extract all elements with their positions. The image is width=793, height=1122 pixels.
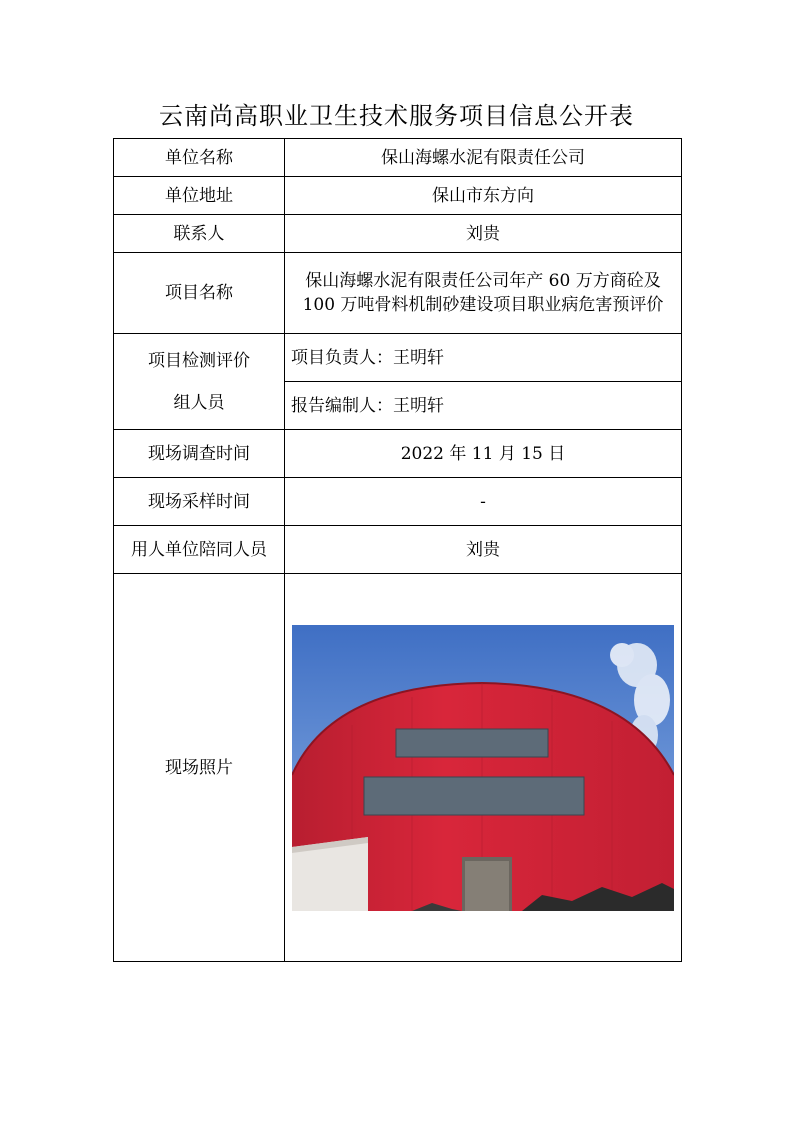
project-leader: 项目负责人：王明轩 xyxy=(285,334,682,382)
table-row xyxy=(114,334,682,382)
unit-name-value: 保山海螺水泥有限责任公司 xyxy=(285,139,682,177)
photo-cell xyxy=(285,574,682,962)
table-row xyxy=(114,574,682,962)
unit-address-label: 单位地址 xyxy=(114,177,285,215)
accompany-label: 用人单位陪同人员 xyxy=(114,526,285,574)
survey-time-value: 2022 年 11 月 15 日 xyxy=(285,430,682,478)
table-row xyxy=(114,177,682,215)
table-row xyxy=(114,526,682,574)
accompany-value: 刘贵 xyxy=(285,526,682,574)
team-label-line1: 项目检测评价 xyxy=(148,350,250,371)
survey-time-label: 现场调查时间 xyxy=(114,430,285,478)
sampling-time-value: - xyxy=(285,478,682,526)
project-name-label: 项目名称 xyxy=(114,253,285,334)
report-author: 报告编制人：王明轩 xyxy=(285,382,682,430)
table-row xyxy=(114,215,682,253)
contact-label: 联系人 xyxy=(114,215,285,253)
site-photo-image xyxy=(292,625,674,911)
table-row xyxy=(114,139,682,177)
info-table xyxy=(113,138,682,962)
unit-address-value: 保山市东方向 xyxy=(285,177,682,215)
team-label-line2: 组人员 xyxy=(173,392,225,413)
team-label xyxy=(114,334,285,430)
sampling-time-label: 现场采样时间 xyxy=(114,478,285,526)
contact-value: 刘贵 xyxy=(285,215,682,253)
project-name-value: 保山海螺水泥有限责任公司年产 60 万方商砼及 100 万吨骨料机制砂建设项目职业病危害预评价 xyxy=(285,253,682,334)
table-row xyxy=(114,253,682,334)
table-row xyxy=(114,478,682,526)
table-row xyxy=(114,430,682,478)
page-title: 云南尚高职业卫生技术服务项目信息公开表 xyxy=(159,102,634,130)
unit-name-label: 单位名称 xyxy=(114,139,285,177)
site-photo xyxy=(292,625,674,911)
photo-label: 现场照片 xyxy=(114,574,285,962)
